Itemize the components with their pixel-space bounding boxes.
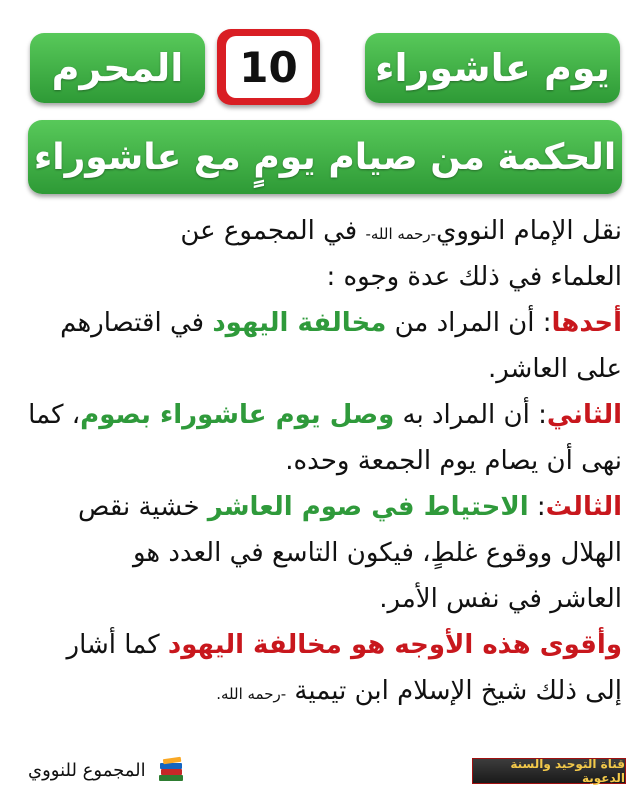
third-point xyxy=(14,484,622,530)
source-credit xyxy=(28,752,186,788)
page-title: الحكمة من صيام يومٍ مع عاشوراء xyxy=(33,136,617,178)
article-body xyxy=(14,208,622,714)
first-point-line-2: على العاشر. xyxy=(487,354,622,384)
conclusion-highlight: وأقوى هذه الأوجه هو مخالفة اليهود xyxy=(167,630,622,660)
second-text-b: ، كما xyxy=(28,400,81,430)
first-text-a: : أن المراد من xyxy=(386,308,552,338)
intro-line-2: العلماء في ذلك عدة وجوه : xyxy=(326,262,622,292)
intro-line-1: نقل الإمام النووي-رحمه الله- في المجموع عن xyxy=(180,216,622,246)
channel-logo: قناة التوحيد والسنة الدعوية xyxy=(472,758,626,784)
day-label: يوم عاشوراء xyxy=(375,46,610,90)
second-point-line-2: نهى أن يصام يوم الجمعة وحده. xyxy=(285,446,622,476)
second-point xyxy=(14,392,622,438)
first-point xyxy=(14,300,622,346)
third-text-b: خشية نقص xyxy=(77,492,208,522)
third-point-line-3: العاشر في نفس الأمر. xyxy=(379,584,622,614)
day-label-banner xyxy=(365,33,620,103)
intro-text: نقل الإمام النووي xyxy=(436,216,622,246)
intro-tail: في المجموع عن xyxy=(180,216,366,246)
conclusion-text: كما أشار xyxy=(66,630,168,660)
day-number: 10 xyxy=(226,36,312,98)
day-number-badge xyxy=(217,29,320,105)
first-highlight: مخالفة اليهود xyxy=(212,308,387,338)
source-label: المجموع للنووي xyxy=(28,759,146,781)
third-label: الثالث xyxy=(545,492,622,522)
month-label: المحرم xyxy=(51,46,184,90)
conclusion-line-2: إلى ذلك شيخ الإسلام ابن تيمية -رحمه الله. xyxy=(216,676,622,706)
conclusion-line-2-text: إلى ذلك شيخ الإسلام ابن تيمية xyxy=(286,676,622,706)
books-icon xyxy=(156,755,186,785)
third-highlight: الاحتياط في صوم العاشر xyxy=(207,492,529,522)
first-text-b: في اقتصارهم xyxy=(60,308,213,338)
second-highlight: وصل يوم عاشوراء بصوم xyxy=(80,400,395,430)
second-label: الثاني xyxy=(546,400,622,430)
month-label-banner xyxy=(30,33,205,103)
conclusion-rahimahu: رحمه الله. xyxy=(216,685,281,703)
second-text-a: : أن المراد به xyxy=(394,400,547,430)
third-text-a: : xyxy=(528,492,546,522)
third-point-line-2: الهلال ووقوع غلطٍ، فيكون التاسع في العدد هو xyxy=(133,538,622,568)
title-banner xyxy=(28,120,622,194)
intro-rahimahu: رحمه الله xyxy=(370,225,431,243)
conclusion xyxy=(14,622,622,668)
first-label: أحدها xyxy=(551,308,622,338)
